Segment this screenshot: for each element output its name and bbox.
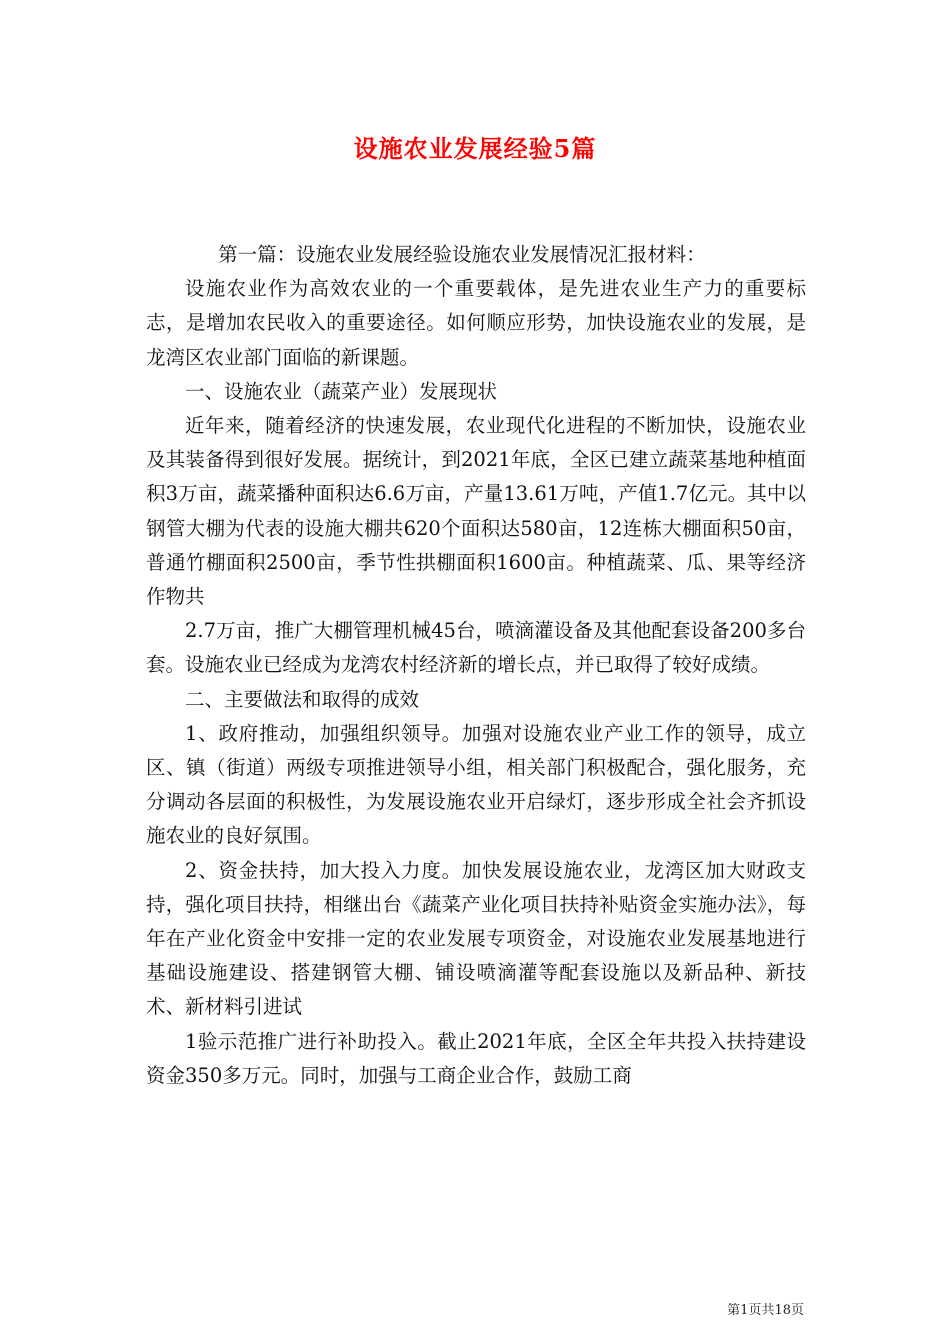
measure-paragraph-1: 1、政府推动，加强组织领导。加强对设施农业产业工作的领导，成立区、镇（街道）两级专项推进领导小组，相关部门积极配合，强化服务，充分调动各层面的积极性，为发展设施农业开启绿灯，逐步形成全社会齐抓设施农业的良好氛围。 (146, 721, 806, 848)
measure-paragraph-2-continued: 1验示范推广进行补助投入。截止2021年底，全区全年共投入扶持建设资金350多万元。同时，加强与工商企业合作，鼓励工商 (146, 1029, 806, 1087)
intro-paragraph: 设施农业作为高效农业的一个重要载体，是先进农业生产力的重要标志，是增加农民收入的重要途径。如何顺应形势，加快设施农业的发展，是龙湾区农业部门面临的新课题。 (146, 277, 806, 369)
document-body (146, 238, 806, 1093)
status-paragraph: 近年来，随着经济的快速发展，农业现代化进程的不断加快，设施农业及其装备得到很好发展。据统计，到2021年底，全区已建立蔬菜基地种植面积3万亩，蔬菜播种面积达6.6万亩，产量13.61万吨，产值1.7亿元。其中以钢管大棚为代表的设施大棚共620个面积达580亩，12连栋大棚面积50亩，普通竹棚面积2500亩，季节性拱棚面积1600亩。种植蔬菜、瓜、果等经济作物共 (146, 414, 806, 609)
measure-paragraph-2: 2、资金扶持，加大投入力度。加快发展设施农业，龙湾区加大财政支持，强化项目扶持，相继出台《蔬菜产业化项目扶持补贴资金实施办法》，每年在产业化资金中安排一定的农业发展专项资金，对设施农业发展基地进行基础设施建设、搭建钢管大棚、铺设喷滴灌等配套设施以及新品种、新技术、新材料引进试 (146, 858, 806, 1019)
section-heading-status: 一、设施农业（蔬菜产业）发展现状 (185, 379, 498, 403)
section-heading-first: 第一篇：设施农业发展经验设施农业发展情况汇报材料： (218, 243, 706, 266)
section-heading-measures: 二、主要做法和取得的成效 (185, 687, 420, 711)
document-title: 设施农业发展经验5篇 (353, 134, 597, 163)
page-number: 第1页共18页 (727, 1303, 804, 1318)
status-paragraph-continued: 2.7万亩，推广大棚管理机械45台，喷滴灌设备及其他配套设备200多台套。设施农业已经成为龙湾农村经济新的增长点，并已取得了较好成绩。 (146, 619, 806, 677)
